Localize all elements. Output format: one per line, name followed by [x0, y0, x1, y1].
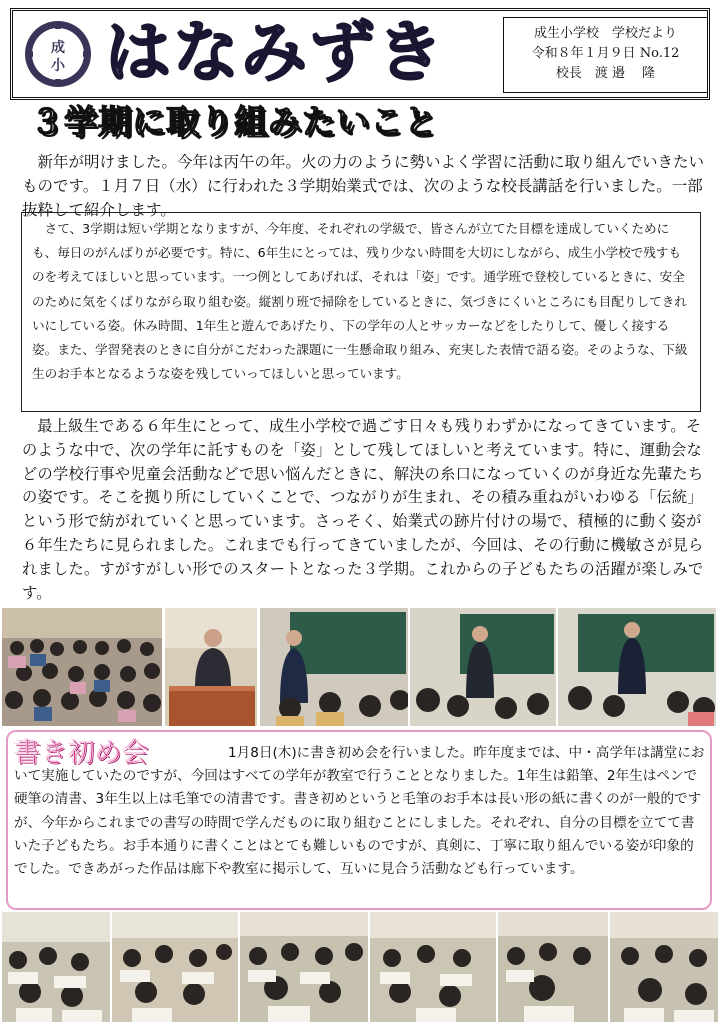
issue-info-box — [503, 17, 708, 93]
kakizome-text: 1月8日(木)に書き初め会を行いました。昨年度までは、中・高学年は講堂において実施していたのですが、今回はすべての学年が教室で行うこととなりました。1年生は鉛筆、2年生はペンで硬筆の清書、3年生以上は毛筆での清書です。書き初めというと毛筆のお手本は長い形の紙に書くのが一般的ですが、今年からこれまでの書写の時間で学んだものに取り組むことにしました。それぞれ、自分の目標を立てて書いた子どもたち。お手本通りに書くことはとても難しいものですが、真剣に、丁寧に取り組んでいる姿が印象的でした。できあがった作品は廊下や教室に掲示して、互いに見合う活動なども行っています。 — [14, 745, 705, 878]
principal-speech-excerpt: さて、3学期は短い学期となりますが、今年度、それぞれの学級で、皆さんが立てた目標を達成していくためにも、毎日のがんばりが必要です。特に、6年生にとっては、残り少ない時間を大切にしながら、成生小学校で残すものを考えてほしいと思っています。一つ例としてあげれば、それは「姿」です。通学班で登校しているときに、安全のために気をくばりながら取り組む姿。縦割り班で掃除をしているときに、気づきにくいところにも目配りしてきれいにしている姿。休み時間、1年生と遊んであげたり、下の学年の人とサッカーなどをしたりして、優しく接する姿。また、学習発表のときに自分がこだわった課題に一生懸命取り組み、充実した表情で語る姿。そのような、下級生のお手本となるような姿を残していってほしいと思っています。 — [21, 212, 701, 412]
photo-principal-podium — [165, 608, 257, 726]
photo-kakizome-5 — [498, 912, 608, 1022]
photo-teacher-blackboard — [260, 608, 408, 726]
photo-kakizome-3 — [240, 912, 368, 1022]
issue-date: 令和８年１月９日 No.12 — [531, 46, 680, 61]
svg-text:小: 小 — [51, 58, 65, 74]
photo-kakizome-1 — [2, 912, 110, 1022]
photo-kakizome-4 — [370, 912, 496, 1022]
article-headline: ３学期に取り組みたいこと — [30, 102, 438, 141]
sixth-grade-paragraph: 最上級生である６年生にとって、成生小学校で過ごす日々も残りわずかになってきています。そのような中で、次の学年に託すものを「姿」として残してほしいと考えています。特に、運動会などの学校行事や児童会活動などで思い悩んだときに、解決の糸口になっていくのが身近な先輩たちの姿です。そこを拠り所にしていくことで、つながりが生まれ、その積み重ねがいわゆる「伝統」という形で紡がれていくと思っています。さっそく、始業式の跡片付けの場で、積極的に動く姿が６年生たちに見られました。これまでも行ってきていましたが、今回は、その行動に機敏さが見られました。すがすがしい形でのスタートとなった３学期。これからの子どもたちの活躍が楽しみです。 — [22, 417, 704, 602]
masthead-header — [10, 8, 710, 100]
newsletter-title: はなみずき — [105, 14, 445, 91]
photo-kakizome-2 — [112, 912, 238, 1022]
school-name: 成生小学校 学校だより — [533, 26, 677, 41]
photo-assembly-students — [2, 608, 162, 726]
kakizome-heading: 書き初め会 — [14, 738, 149, 769]
school-seal-icon — [23, 19, 93, 89]
intro-paragraph: 新年が明けました。今年は丙午の年。火の力のように勢いよく学習に活動に取り組んでいきたいものです。１月７日（水）に行われた３学期始業式では、次のような校長講話を行いました。一部抜粋して紹介します。 — [22, 153, 705, 219]
photo-class-teacher-board — [410, 608, 556, 726]
photo-kakizome-6 — [610, 912, 718, 1022]
principal-name: 校長 渡 邉 隆 — [555, 66, 656, 81]
photo-classroom-teacher — [558, 608, 716, 726]
svg-text:成: 成 — [51, 40, 65, 56]
